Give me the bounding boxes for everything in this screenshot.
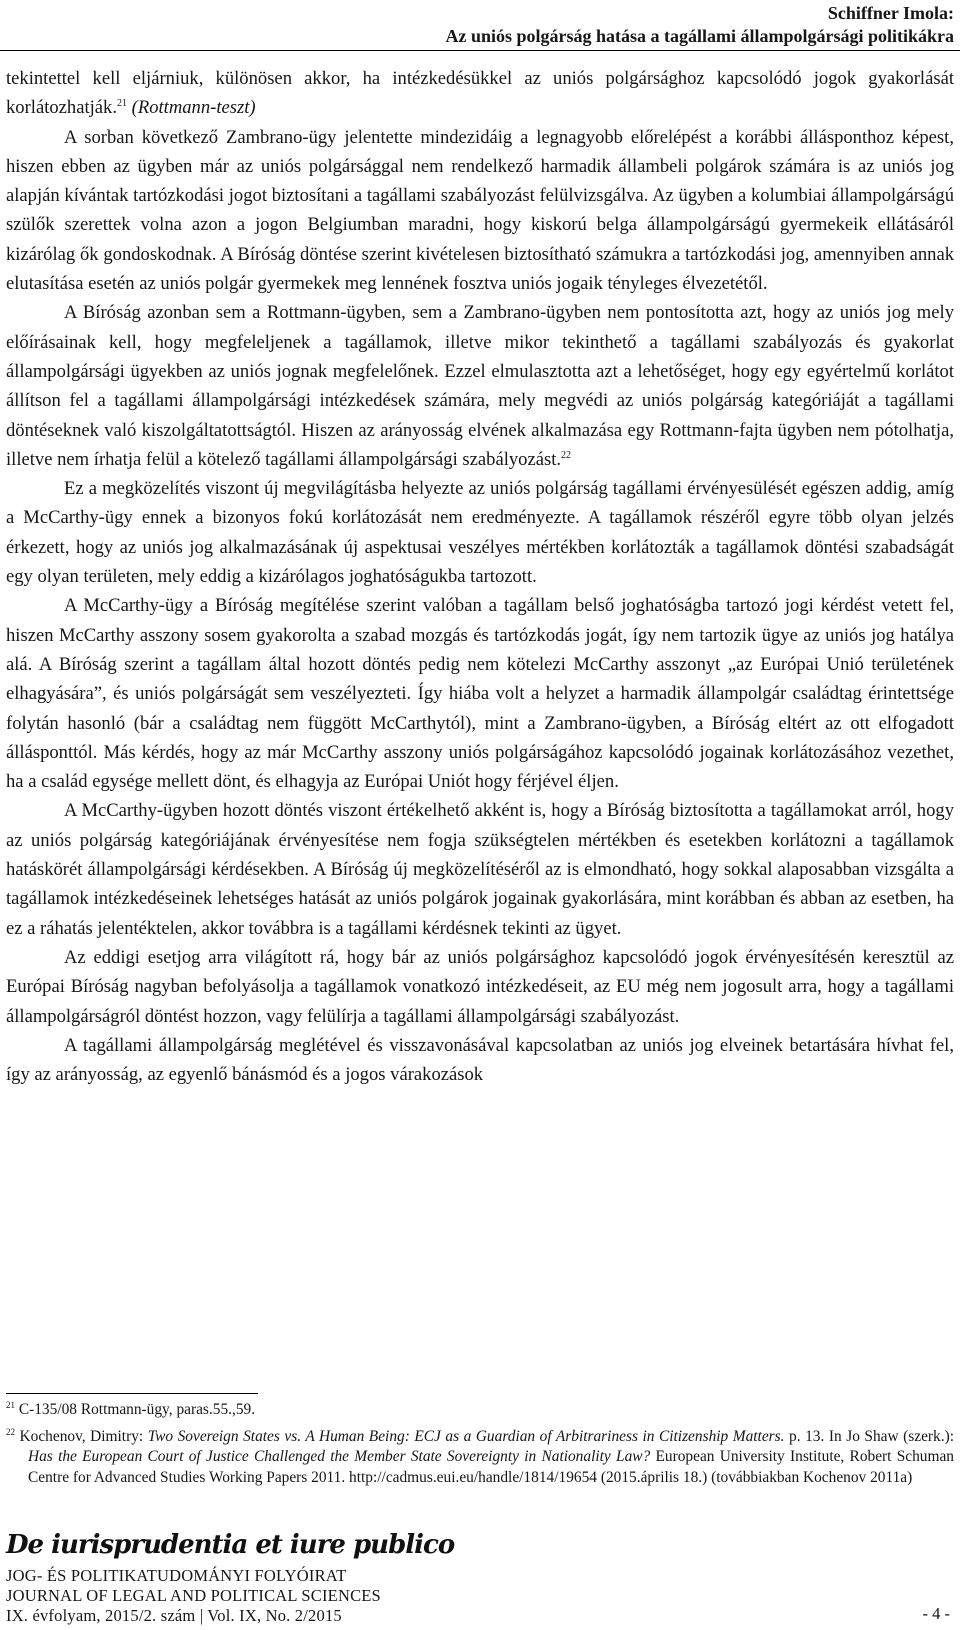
paragraph-5: A McCarthy-ügy a Bíróság megítélése szerint valóban a tagállam belső joghatóságba tartozó jogi kérdést vetett fel, hiszen McCarthy asszony sosem gyakorolta a szabad mozgás és tartózkodás jogát, így nem tartozik ügye az uniós jog hatálya alá. A Bíróság szerint a tagállam által hozott döntés pedig nem kötelezi McCarthy asszonyt „az Európai Unió területének elhagyására”, és uniós polgárságát sem veszélyezteti. Így hiába volt a helyzet a harmadik állampolgár családtag érintettsége folytán hasonló (bár a családtag nem függött McCarthytól), mint a Zambrano-ügyben, a Bíróság eltért az ott elfogadott állásponttól. Más kérdés, hogy az már McCarthy asszony uniós polgárságához kapcsolódó jogainak korlátozásához vezethet, ha a család egysége mellett dönt, és elhagyja az Európai Uniót hogy férjével éljen. bbox=[6, 595, 954, 793]
footnote-22-work-title: Two Sovereign States vs. A Human Being: ECJ as a Guardian of Arbitrariness in Citizenship Matters. bbox=[147, 1427, 785, 1445]
journal-issue: IX. évfolyam, 2015/2. szám | Vol. IX, No. 2/2015 bbox=[6, 1606, 342, 1625]
footnote-ref-21[interactable]: 21 bbox=[117, 98, 127, 110]
footnote-22-source: European University Institute, Robert Schuman Centre for Advanced Studies Working Papers 2011. http://cadmus.eui.eu/handle/1814/19654 (2015.április 18.) (továbbiakban Kochenov 2011a) bbox=[28, 1448, 954, 1486]
footnote-22-number: 22 bbox=[6, 1426, 15, 1437]
footnote-divider bbox=[6, 1393, 258, 1394]
footnote-22-pages: p. 13. In Jo Shaw (szerk.): bbox=[784, 1427, 955, 1445]
footnote-21 bbox=[6, 1400, 954, 1421]
journal-name-hu: JOG- ÉS POLITIKATUDOMÁNYI FOLYÓIRAT bbox=[6, 1566, 347, 1585]
running-header bbox=[445, 2, 954, 48]
footnote-21-text: C-135/08 Rottmann-ügy, paras.55.,59. bbox=[15, 1401, 256, 1418]
paragraph-6: A McCarthy-ügyben hozott döntés viszont értékelhető akként is, hogy a Bíróság biztosította a tagállamokat arról, hogy az uniós polgárság kategóriájának érvényesítése nem fogja szükségtelen mértékben és esetekben korlátozni a tagállamok hatáskörét állampolgársági kérdésekben. A Bíróság új megközelítéséről az is elmondható, hogy sokkal alaposabban vizsgálta a tagállamok intézkedéseinek lehetséges hatását az uniós polgárok jogainak gyakorlására, mint korábban és abban az esetben, ha ez a ráhatás jelentéktelen, akkor továbbra is a tagállami kérdésnek tekinti az ügyet. bbox=[6, 800, 954, 939]
footnote-22 bbox=[6, 1427, 954, 1489]
footnote-ref-22[interactable]: 22 bbox=[561, 449, 572, 461]
footnote-21-number: 21 bbox=[6, 1399, 15, 1410]
journal-logo: De iurisprudentia et iure publico bbox=[6, 1530, 455, 1560]
paragraph-1-text: tekintettel kell eljárniuk, különösen akkor, ha intézkedésükkel az uniós polgársághoz kapcsolódó jogok gyakorlását korlátozhatják. bbox=[6, 68, 954, 119]
header-author: Schiffner Imola: bbox=[827, 3, 954, 23]
footnote-22-author: Kochenov, Dimitry: bbox=[15, 1427, 148, 1445]
page-number: - 4 - bbox=[922, 1604, 950, 1623]
paragraph-7: Az eddigi esetjog arra világított rá, hogy bár az uniós polgársághoz kapcsolódó jogok érvényesítésén keresztül az Európai Bíróság nagyban befolyásolja a tagállamok vonatkozó intézkedéseit, az EU még nem jogosult arra, hogy a tagállami állampolgárságról döntést hozzon, vagy felülírja a tagállami állampolgársági szabályozást. bbox=[6, 946, 954, 1027]
footnote-22-book-title: Has the European Court of Justice Challenged the Member State Sovereignty in Nationality Law? bbox=[28, 1448, 651, 1465]
footnotes bbox=[6, 1400, 954, 1494]
rottmann-test-label: (Rottmann-teszt) bbox=[127, 97, 256, 119]
paragraph-4: Ez a megközelítés viszont új megvilágításba helyezte az uniós polgárság tagállami érvényesülését egészen addig, amíg a McCarthy-ügy ennek a bizonyos fokú korlátozását nem eredményezte. A tagállamok részéről egyre több olyan jelzés érkezett, hogy az uniós jog alkalmazásának új aspektusai veszélyes mértékben korlátozták a tagállamok döntési szabadságát egy olyan területen, mely eddig a kizárólagos joghatóságukba tartozott. bbox=[6, 478, 954, 588]
paragraph-3 bbox=[6, 298, 954, 474]
header-divider bbox=[0, 50, 960, 51]
journal-name-en: JOURNAL OF LEGAL AND POLITICAL SCIENCES bbox=[6, 1586, 381, 1605]
header-title: Az uniós polgárság hatása a tagállami állampolgársági politikákra bbox=[445, 26, 954, 46]
paragraph-1 bbox=[6, 64, 954, 123]
main-text bbox=[6, 64, 954, 1089]
paragraph-2: A sorban következő Zambrano-ügy jelentette mindezidáig a legnagyobb előrelépést a korábbi állásponthoz képest, hiszen ebben az ügyben már az uniós polgársággal nem rendelkező harmadik állambeli polgárok számára is az uniós jog alapján kívántak tartózkodási jogot biztosítani a tagállami szabályozást felülvizsgálva. Az ügyben a kolumbiai állampolgárságú szülők szerettek volna azon a jogon Belgiumban maradni, hogy kiskorú belga állampolgárságú gyermekeik ellátásáról kizárólag ők gondoskodnak. A Bíróság döntése szerint kivételesen biztosítható számukra a tartózkodási jog, amennyiben annak elutasítása esetén az uniós polgár gyermekek meg lennének fosztva uniós jogaik tényleges élvezetétől. bbox=[6, 126, 954, 295]
paragraph-8: A tagállami állampolgárság meglétével és visszavonásával kapcsolatban az uniós jog elveinek betartására hívhat fel, így az arányosság, az egyenlő bánásmód és a jogos várakozások bbox=[6, 1034, 954, 1086]
paragraph-3-text: A Bíróság azonban sem a Rottmann-ügyben, sem a Zambrano-ügyben nem pontosította azt, hogy az uniós jog mely előírásainak kell, hogy megfeleljenek a tagállamok, illetve mikor tekinthető a tagállami szabályozás és gyakorlat állampolgársági ügyekben az uniós jognak megfelelőnek. Ezzel elmulasztotta azt a lehetőséget, hogy egy egyértelmű korlátot állítson fel a tagállami állampolgársági intézkedések számára, mely megvédi az uniós polgárság kategóriáját a tagállami döntéseknek való kiszolgáltatottságtól. Hiszen az arányosság elvének alkalmazása egy Rottmann-fajta ügyben nem pótolhatja, illetve nem írhatja felül a kötelező tagállami állampolgársági szabályozást. bbox=[6, 302, 954, 470]
